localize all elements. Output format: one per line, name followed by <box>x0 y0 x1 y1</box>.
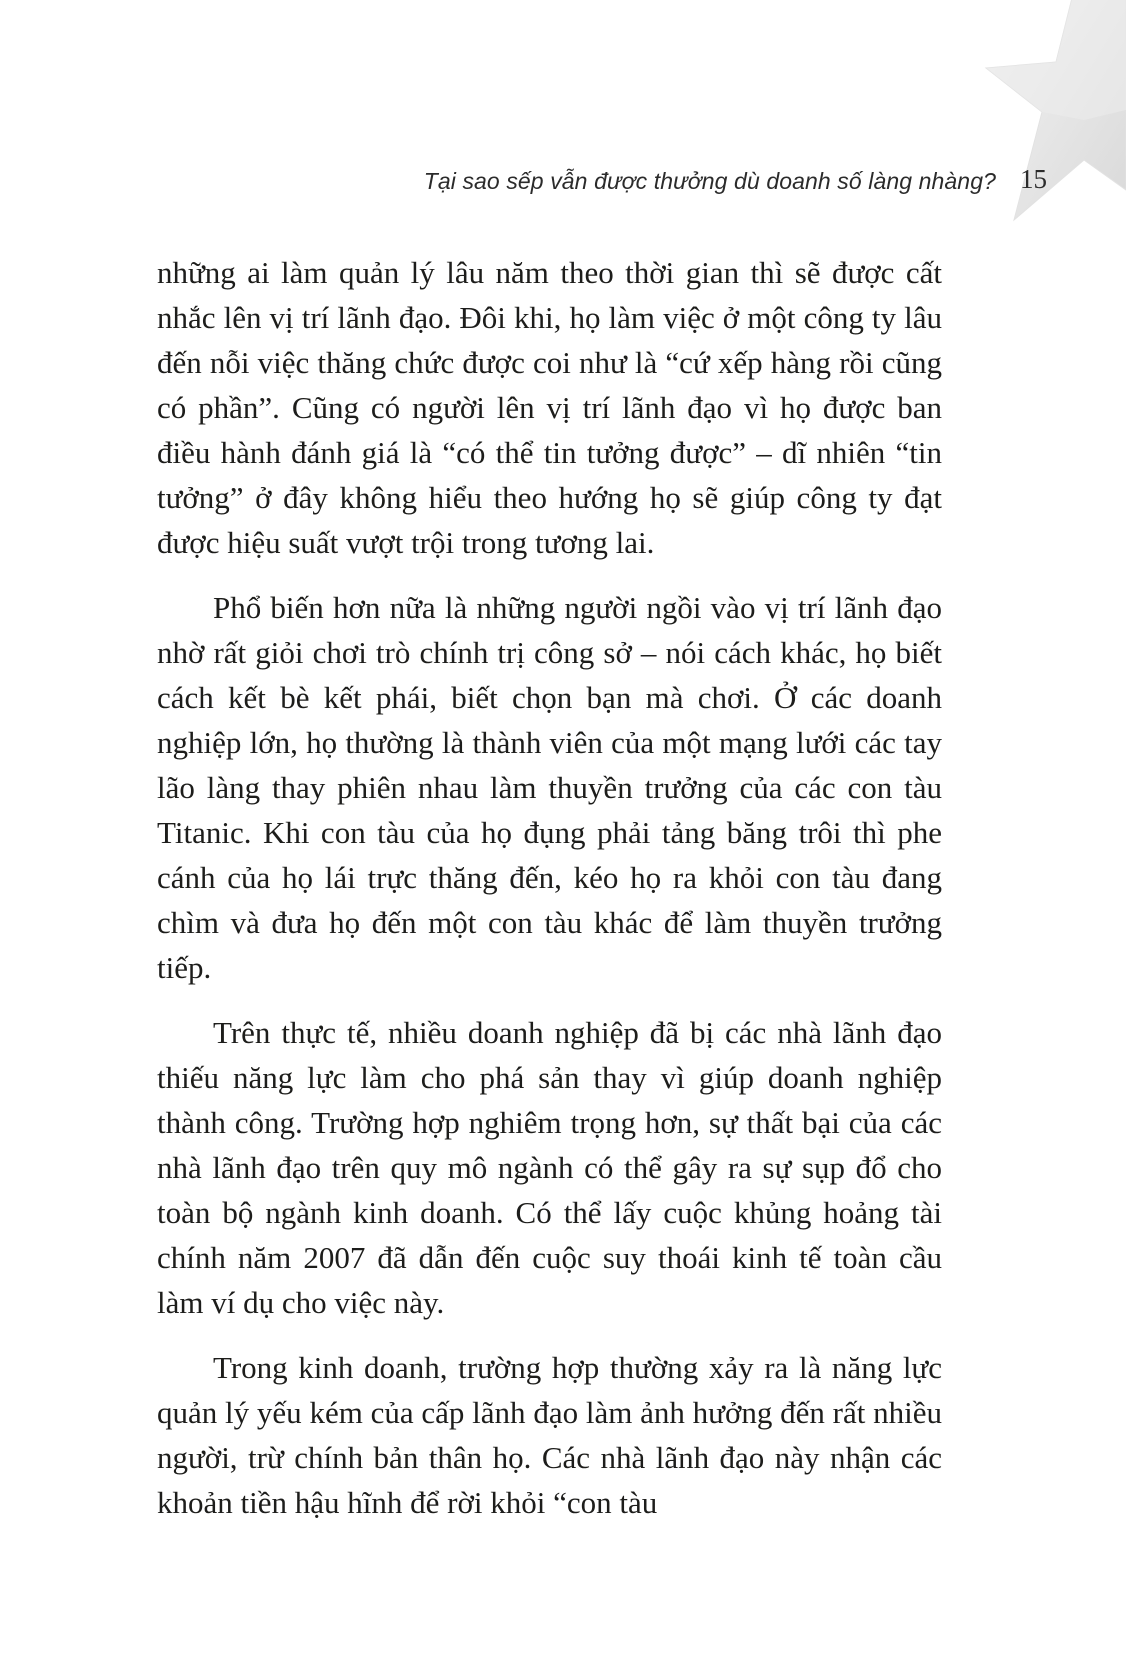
paragraph: Trên thực tế, nhiều doanh nghiệp đã bị các nhà lãnh đạo thiếu năng lực làm cho phá sản thay vì giúp doanh nghiệp thành công. Trường hợp nghiêm trọng hơn, sự thất bại của các nhà lãnh đạo trên quy mô ngành có thể gây ra sự sụp đổ cho toàn bộ ngành kinh doanh. Có thể lấy cuộc khủng hoảng tài chính năm 2007 đã dẫn đến cuộc suy thoái kinh tế toàn cầu làm ví dụ cho việc này. <box>157 1015 942 1320</box>
page-number: 15 <box>1020 164 1047 194</box>
paragraph: Phổ biến hơn nữa là những người ngồi vào vị trí lãnh đạo nhờ rất giỏi chơi trò chính trị công sở – nói cách khác, họ biết cách kết bè kết phái, biết chọn bạn mà chơi. Ở các doanh nghiệp lớn, họ thường là thành viên của một mạng lưới các tay lão làng thay phiên nhau làm thuyền trưởng của các con tàu Titanic. Khi con tàu của họ đụng phải tảng băng trôi thì phe cánh của họ lái trực thăng đến, kéo họ ra khỏi con tàu đang chìm và đưa họ đến một con tàu khác để làm thuyền trưởng tiếp. <box>157 590 942 985</box>
paragraph: những ai làm quản lý lâu năm theo thời gian thì sẽ được cất nhắc lên vị trí lãnh đạo. Đôi khi, họ làm việc ở một công ty lâu đến nỗi việc thăng chức được coi như là “cứ xếp hàng rồi cũng có phần”. Cũng có người lên vị trí lãnh đạo vì họ được ban điều hành đánh giá là “có thể tin tưởng được” – dĩ nhiên “tin tưởng” ở đây không hiểu theo hướng họ sẽ giúp công ty đạt được hiệu suất vượt trội trong tương lai. <box>157 255 942 560</box>
paragraph: Trong kinh doanh, trường hợp thường xảy ra là năng lực quản lý yếu kém của cấp lãnh đạo làm ảnh hưởng đến rất nhiều người, trừ chính bản thân họ. Các nhà lãnh đạo này nhận các khoản tiền hậu hĩnh để rời khỏi “con tàu <box>157 1350 942 1520</box>
body-text <box>157 250 942 1545</box>
running-title: Tại sao sếp vẫn được thưởng dù doanh số làng nhàng? <box>423 168 996 194</box>
star-icon <box>956 0 1126 240</box>
